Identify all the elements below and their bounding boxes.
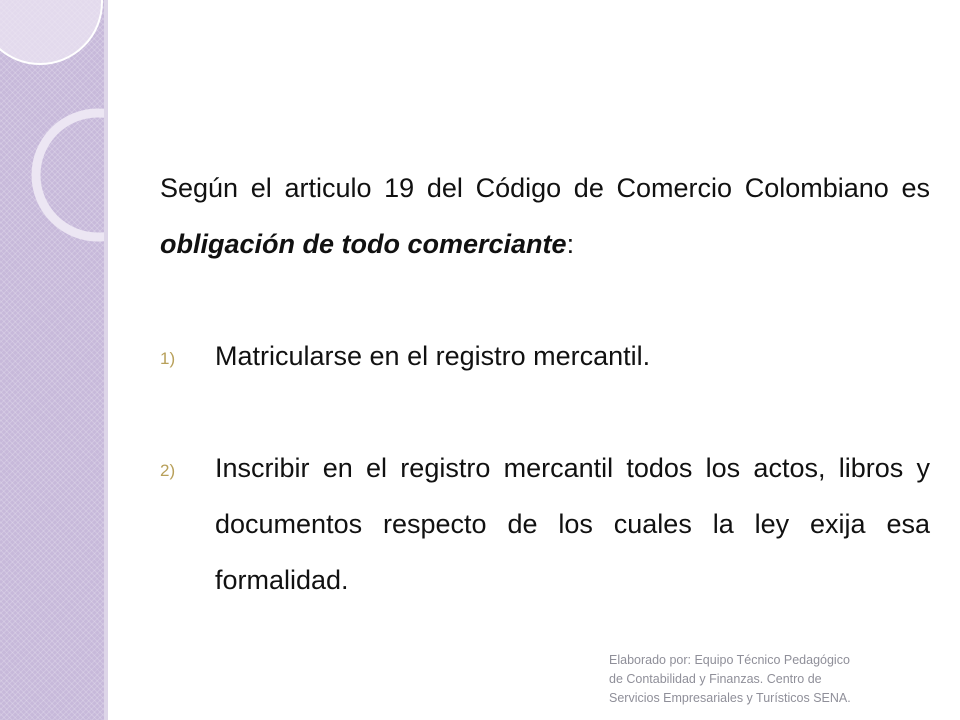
decorative-circle-top: [0, 0, 102, 64]
intro-text: Según el articulo 19 del Código de Comercio Colombiano es: [160, 173, 930, 203]
obligations-list: [160, 328, 930, 608]
list-item-text: Matricularse en el registro mercantil.: [215, 341, 651, 371]
credit-line: Servicios Empresariales y Turísticos SENA.: [609, 691, 851, 705]
decorative-sidebar: [0, 0, 104, 720]
list-item-text: Inscribir en el registro mercantil todos los actos, libros y documentos respecto de los cuales la ley exija esa formalidad.: [215, 453, 930, 595]
intro-emphasis: obligación de todo comerciante: [160, 229, 567, 259]
list-item-number: 2): [160, 461, 176, 480]
list-item-number: 1): [160, 349, 176, 368]
decorative-ring: [36, 113, 104, 237]
intro-paragraph: [160, 160, 930, 272]
sidebar-edge: [104, 0, 108, 720]
slide-content: [160, 160, 930, 608]
intro-colon: :: [566, 229, 575, 259]
credit-line: Elaborado por: Equipo Técnico Pedagógico: [609, 653, 850, 667]
list-item: [160, 328, 930, 384]
list-item: [160, 440, 930, 608]
credit-note: [609, 651, 909, 708]
credit-line: de Contabilidad y Finanzas. Centro de: [609, 672, 822, 686]
decorative-circles: [0, 0, 104, 720]
